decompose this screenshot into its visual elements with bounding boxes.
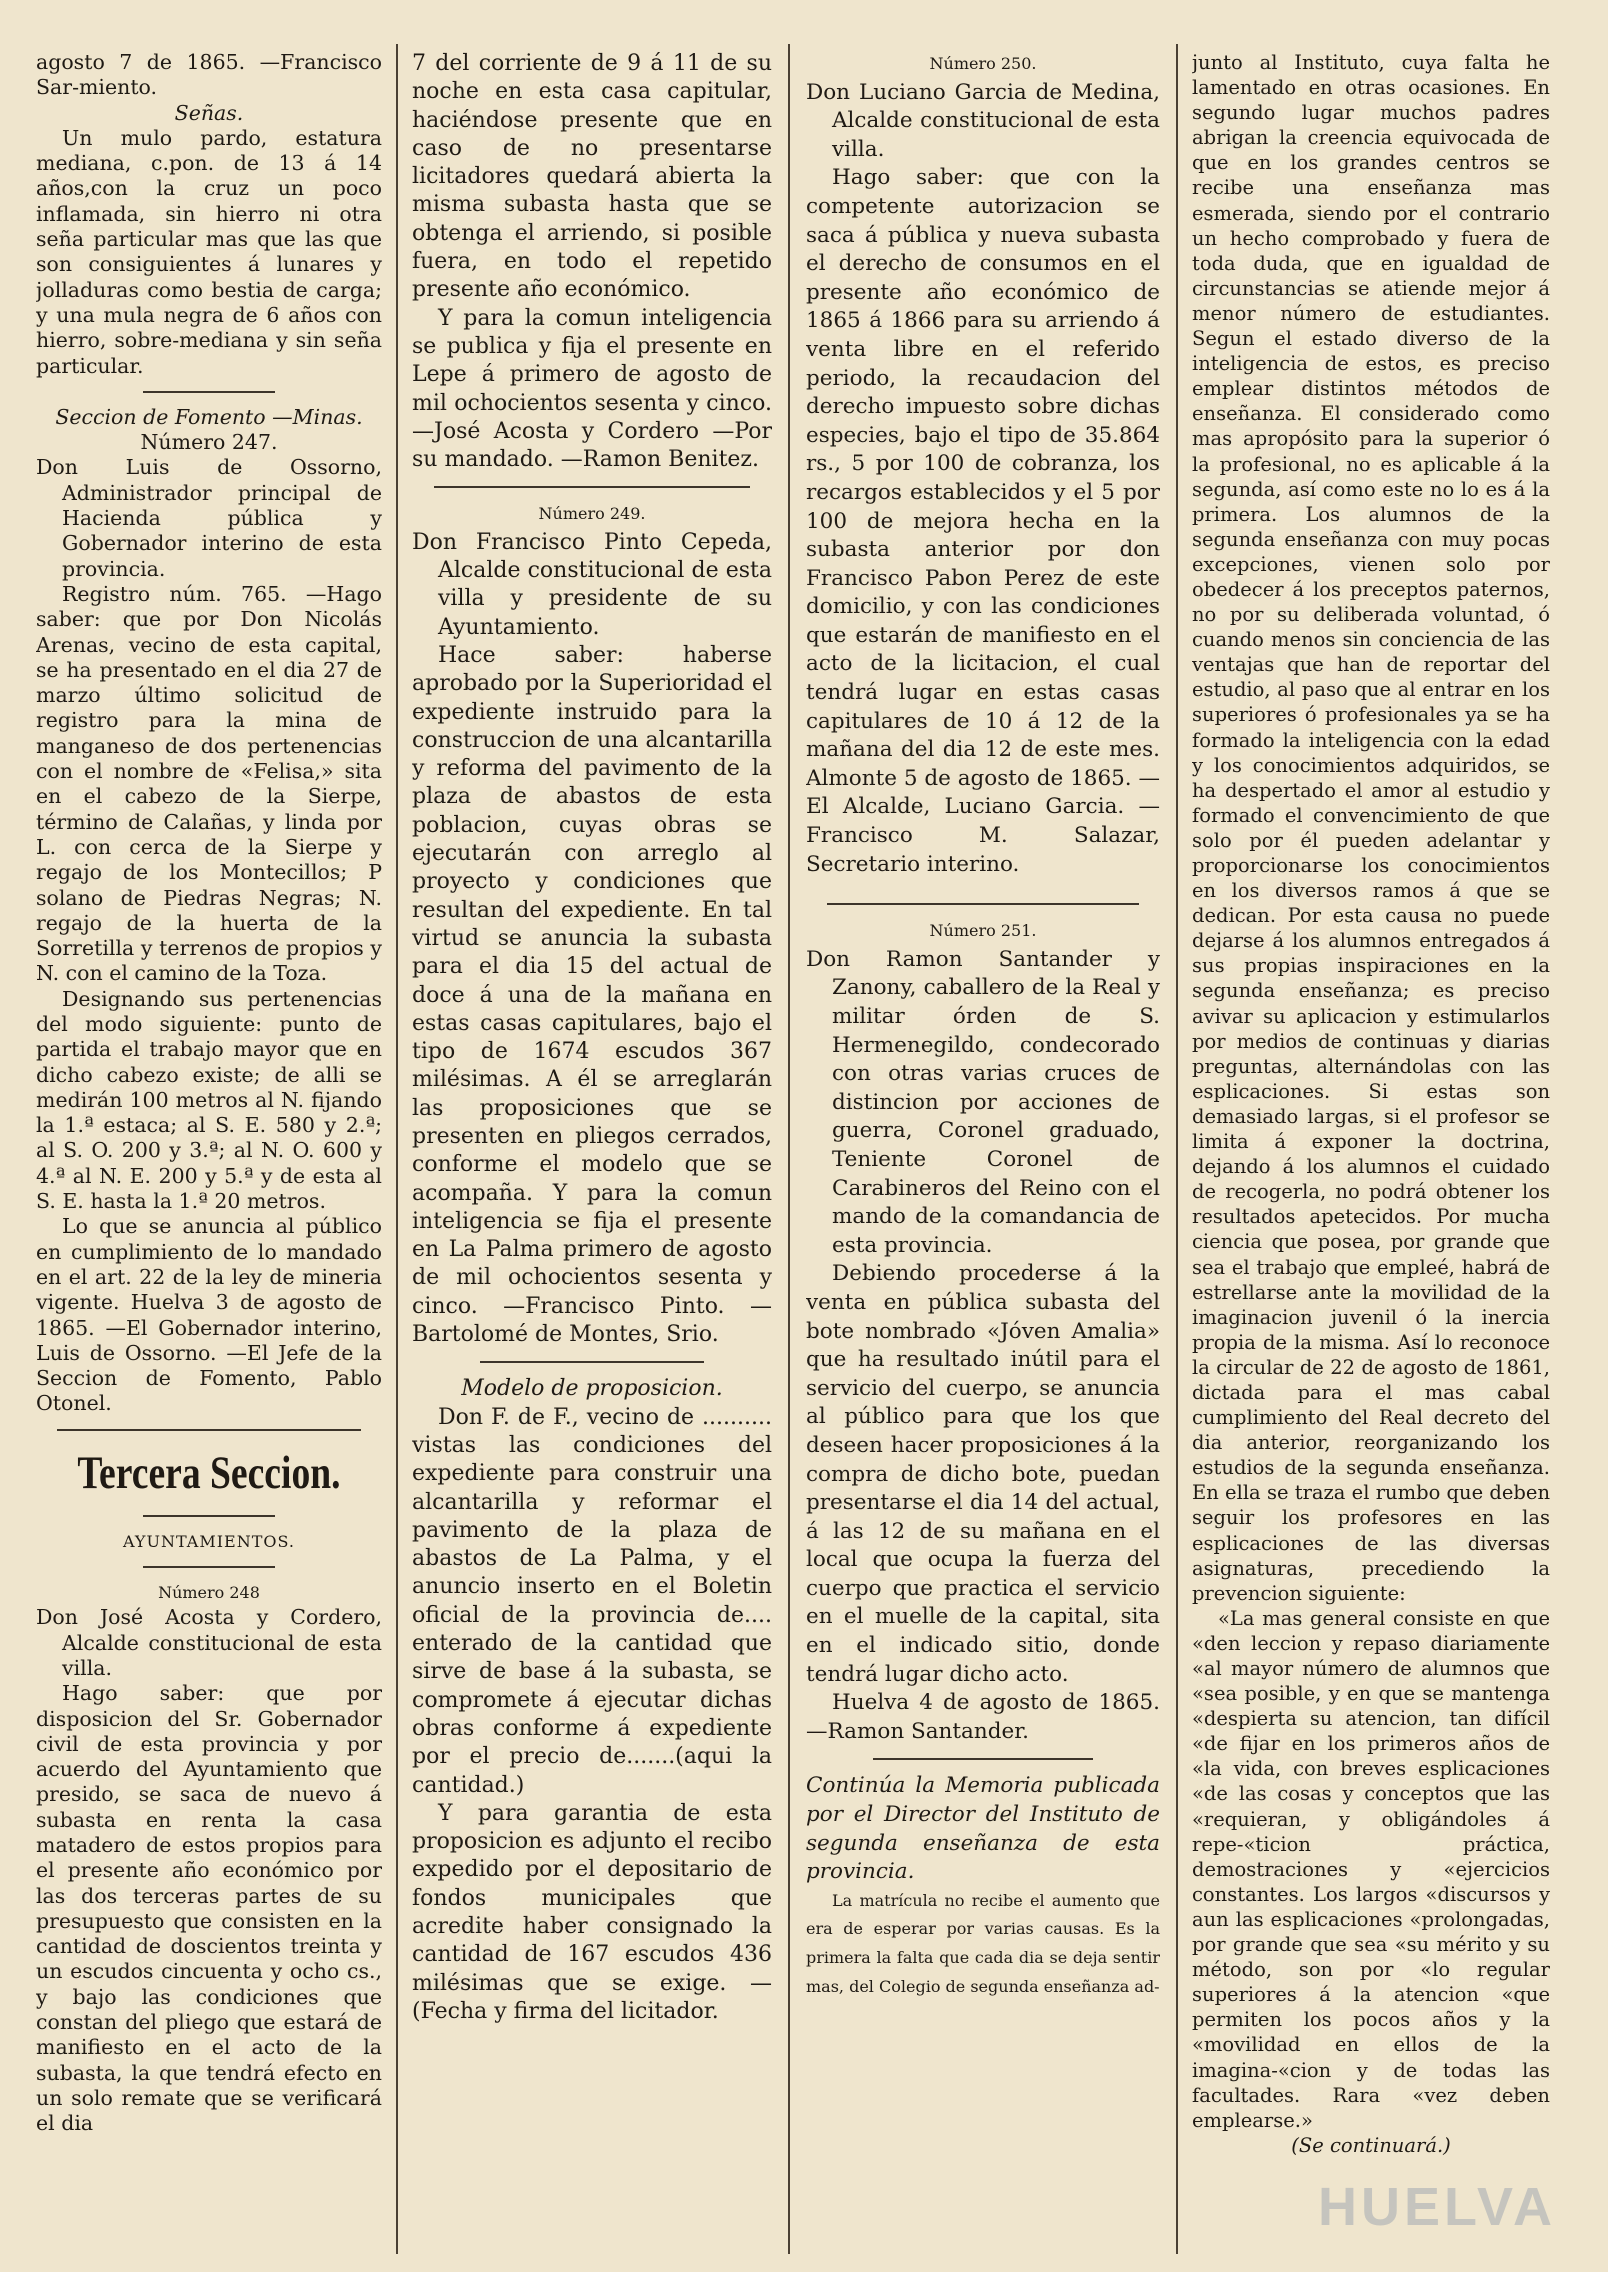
paragraph: La matrícula no recibe el aumento que era de esperar por varias causas. Es la primera la falta que cada dia se deja sentir mas, del Colegio de segunda enseñanza ad- (806, 1890, 1160, 1996)
paragraph: Don José Acosta y Cordero, Alcalde constitucional de esta villa. (36, 1605, 382, 1680)
paragraph (806, 879, 1160, 891)
paragraph: Hace saber: haberse aprobado por la Superioridad el expediente instruido para la construccion de una alcantarilla y reforma del pavimento de la plaza de abastos de esta poblacion, cuyas obras se ejecutarán con arreglo al proyecto y condiciones que resultan del expediente. En tal virtud se anuncia la subasta para el dia 15 del actual de doce á una de la mañana en estas casas capitulares, bajo el tipo de 1674 escudos 367 milésimas. A él se arreglarán las proposiciones que se presenten en pliegos cerrados, conforme el modelo que se acompaña. Y para la comun inteligencia se fija el presente en La Palma primero de agosto de mil ochocientos sesenta y cinco. —Francisco Pinto. —Bartolomé de Montes, Srio. (412, 642, 772, 1348)
paragraph: Debiendo procederse á la venta en pública subasta del bote nombrado «Jóven Amalia» que ha resultado inútil para el servicio del cuerpo, se anuncia al público para que los que deseen hacer proposiciones á la compra de dicho bote, puedan presentarse el dia 14 del actual, á las 12 de su mañana en el local que ocupa la fuerza del cuerpo que practica el servicio en el muelle de la capital, sita en el indicado sitio, donde tendrá lugar dicho acto. (806, 1261, 1160, 1687)
paragraph: Seccion de Fomento —Minas. (55, 404, 363, 429)
paragraph: junto al Instituto, cuya falta he lamentado en otras ocasiones. En segundo lugar muchos padres abrigan la creencia equivocada de que en los grandes centros se recibe una enseñanza mas esmerada, siendo por el contrario un hecho comprobado y fuera de toda duda, que en igualdad de circunstancias se atiende mejor á menor número de estudiantes. Segun el estado diverso de la inteligencia de estos, es preciso emplear distintos métodos de enseñanza. El considerado como mas apropósito para la superior ó la profesional, no es aplicable á la segunda, así como este no lo es á la primera. Los alumnos de la segunda enseñanza con muy pocas excepciones, vienen solo por obedecer á los preceptos paternos, no por su deliberada voluntad, ó cuando menos sin conciencia de las ventajas que han de reportar del estudio, al paso que al entrar en los superiores ó profesionales ya se ha formado la inteligencia con la edad y los conocimientos adquiridos, se ha despertado el amor al estudio y formado el convencimiento de que solo por él pueden adelantar y proporcionarse los conocimientos en los diversos ramos á que se dedican. Por esta causa no puede dejarse á los alumnos entregados á sus propias inspiraciones en la segunda enseñanza; es preciso avivar su aplicacion y estimularlos por medios de continuas y diarias preguntas, alternándolas con las esplicaciones. Si estas son demasiado largas, si el profesor se limita á exponer la doctrina, dejando á los alumnos el cuidado de recogerla, no podrá obtener los resultados apetecidos. Por mucha ciencia que posea, por grande que sea el trabajo que empleé, habrá de estrellarse ante la movilidad de la imaginacion juvenil ó la inercia propia de la misma. Así lo reconoce la circular de 22 de agosto de 1861, dictada para el mas cabal cumplimiento del Real decreto del dia anterior, reorganizando los estudios de la segunda enseñanza. En ella se traza el rumbo que deben seguir los profesores en las esplicaciones de las diversas asignaturas, precediendo la prevencion siguiente: (1192, 51, 1550, 1605)
paragraph: Don Francisco Pinto Cepeda, Alcalde constitucional de esta villa y presidente de su Ayuntamiento. (412, 529, 772, 640)
paragraph: 7 del corriente de 9 á 11 de su noche en esta casa capitular, haciéndose presente que en caso de no presentarse licitadores quedará abierta la misma subasta hasta que se obtenga el arriendo, si posible fuera, en todo el repetido presente año económico. (412, 51, 772, 303)
paragraph: Lo que se anuncia al público en cumplimiento de lo mandado en el art. 22 de la ley de mineria vigente. Huelva 3 de agosto de 1865. —El Gobernador interino, Luis de Ossorno. —El Jefe de la Seccion de Fomento, Pablo Otonel. (36, 1214, 382, 1416)
column-2 (412, 50, 772, 2260)
paragraph: Designando sus pertenencias del modo siguiente: punto de partida el trabajo mayor que en dicho cabezo existe; de alli se medirán 100 metros al N. fijando la 1.ª estaca; al S. E. 580 y 2.ª; al S. O. 200 y 3.ª; al N. O. 600 y 4.ª al N. E. 200 y 5.ª y de esta al S. E. hasta la 1.ª 20 metros. (36, 986, 382, 1214)
section-divider (827, 903, 1139, 905)
paragraph: Registro núm. 765. —Hago saber: que por Don Nicolás Arenas, vecino de esta capital, se ha presentado en el dia 27 de marzo último solicitud de registro para la mina de manganeso de dos pertenencias con el nombre de «Felisa,» sita en el cabezo de la Sierpe, término de Calañas, y linda por L. con cerca de la Sierpe y regajo de los Montecillos; P solano de Piedras Negras; N. regajo de la huerta de la Sorretilla y terrenos de propios y N. con el camino de la Toza. (36, 581, 382, 986)
paragraph: Tercera Seccion. (77, 1446, 341, 1499)
paragraph: Y para garantia de esta proposicion es adjunto el recibo expedido por el depositario de fondos municipales que acredite haber consignado la cantidad de 167 escudos 436 milésimas que se exige. —(Fecha y firma del licitador. (412, 1800, 772, 2024)
paragraph: Hago saber: que con la competente autorizacion se saca á pública y nueva subasta el derecho de consumos en el presente año económico de 1865 á 1866 para su arriendo á venta libre en el referido periodo, la recaudacion del derecho impuesto sobre dichas especies, bajo el tipo de 35.864 rs., 5 por 100 de cobranza, los recargos establecidos y el 5 por 100 de mejora hecha en la subasta anterior por don Francisco Pabon Perez de este domicilio, y con las condiciones que estarán de manifiesto en el acto de la licitacion, el cual tendrá lugar en estas casas capitulares de 10 á 12 de la mañana del dia 12 de este mes. Almonte 5 de agosto de 1865. —El Alcalde, Luciano Garcia. —Francisco M. Salazar, Secretario interino. (806, 165, 1160, 877)
column-rule (396, 44, 398, 2254)
paragraph: Hago saber: que por disposicion del Sr. Gobernador civil de esta provincia y por acuerdo del Ayuntamiento que presido, se saca de nuevo á subasta en renta la casa matadero de estos propios para el presente año económico por las dos terceras partes de su presupuesto que consisten en la cantidad de doscientos treinta y un escudos cincuenta y ocho cs., y bajo las condiciones que constan del pliego que estará de manifiesto en el acto de la subasta, la que tendrá efecto en un solo remate que se verificará el dia (36, 1681, 382, 2136)
section-divider (143, 1515, 274, 1517)
paragraph: Continúa la Memoria publicada por el Director del Instituto de segunda enseñanza de esta provincia. (806, 1773, 1160, 1885)
paragraph: Número 249. (538, 504, 646, 524)
paragraph: Número 250. (929, 54, 1037, 73)
paragraph: «La mas general consiste en que «den leccion y repaso diariamente «al mayor número de alumnos que «sea posible, y en que se mantenga «despierta su atencion, tan difícil «de fijar en los primeros años de «la vida, con breves esplicaciones «de las cosas y conceptos que las «requieran, y obligándoles á repe-«ticion práctica, demostraciones y «ejercicios constantes. Los largos «discursos y aun las esplicaciones «prolongadas, por grande que sea «su mérito y su método, son por «lo regular superiores á la atencion «que permiten los pocos años y la «movilidad en ellos de la imagina-«cion y de todas las facultades. Rara «vez deben emplearse.» (1192, 1606, 1550, 2132)
paragraph: Don Ramon Santander y Zanony, caballero de la Real y militar órden de S. Hermenegildo, condecorado con otras varias cruces de distincion por acciones de guerra, Coronel graduado, Teniente Coronel de Carabineros del Reino con el mando de la comandancia de esta provincia. (806, 946, 1160, 1258)
column-4 (1192, 50, 1550, 2260)
paragraph: AYUNTAMIENTOS. (123, 1531, 295, 1551)
paragraph: Don Luciano Garcia de Medina, Alcalde constitucional de esta villa. (806, 79, 1160, 162)
paragraph: Señas. (174, 100, 244, 125)
paragraph: Número 248 (158, 1583, 260, 1603)
section-divider (434, 486, 751, 488)
paragraph: Huelva 4 de agosto de 1865. —Ramon Santander. (806, 1690, 1160, 1744)
section-divider (480, 1361, 703, 1363)
paragraph: Y para la comun inteligencia se publica y fija el presente en Lepe á primero de agosto de mil ochocientos sesenta y cinco. —José Acosta y Cordero —Por su mandado. —Ramon Benitez. (412, 305, 772, 473)
paragraph: Don Luis de Ossorno, Administrador principal de Hacienda pública y Gobernador interino de esta provincia. (36, 455, 382, 581)
column-3 (806, 50, 1160, 2260)
column-rule (788, 44, 790, 2254)
paragraph: Número 247. (140, 430, 278, 455)
section-divider (143, 1566, 274, 1568)
section-divider (873, 1758, 1092, 1760)
section-divider (143, 391, 274, 393)
paragraph: Un mulo pardo, estatura mediana, c.pon. de 13 á 14 años,con la cruz un poco inflamada, sin hierro ni otra seña particular mas que las que son consiguientes á lunares y jolladuras como bestia de carga; y una mula negra de 6 años con hierro, sobre-mediana y sin seña particular. (36, 125, 382, 378)
paragraph: Modelo de proposicion. (461, 1376, 723, 1402)
archive-watermark: HUELVA (1318, 2177, 1556, 2237)
column-1 (36, 50, 382, 2260)
paragraph: agosto 7 de 1865. —Francisco Sar-miento. (36, 50, 382, 100)
paragraph: Don F. de F., vecino de .......... vistas las condiciones del expediente para construir una alcantarilla y reformar el pavimento de la plaza de abastos de La Palma, y el anuncio inserto en el Boletin oficial de la provincia de.... enterado de la cantidad que sirve de base á la subasta, se compromete á ejecutar dichas obras conforme á expediente por el precio de.......(aqui la cantidad.) (412, 1404, 772, 1798)
section-divider (57, 1429, 361, 1431)
paragraph: Número 251. (929, 921, 1037, 941)
paragraph: (Se continuará.) (1291, 2133, 1451, 2157)
column-rule (1176, 44, 1178, 2254)
